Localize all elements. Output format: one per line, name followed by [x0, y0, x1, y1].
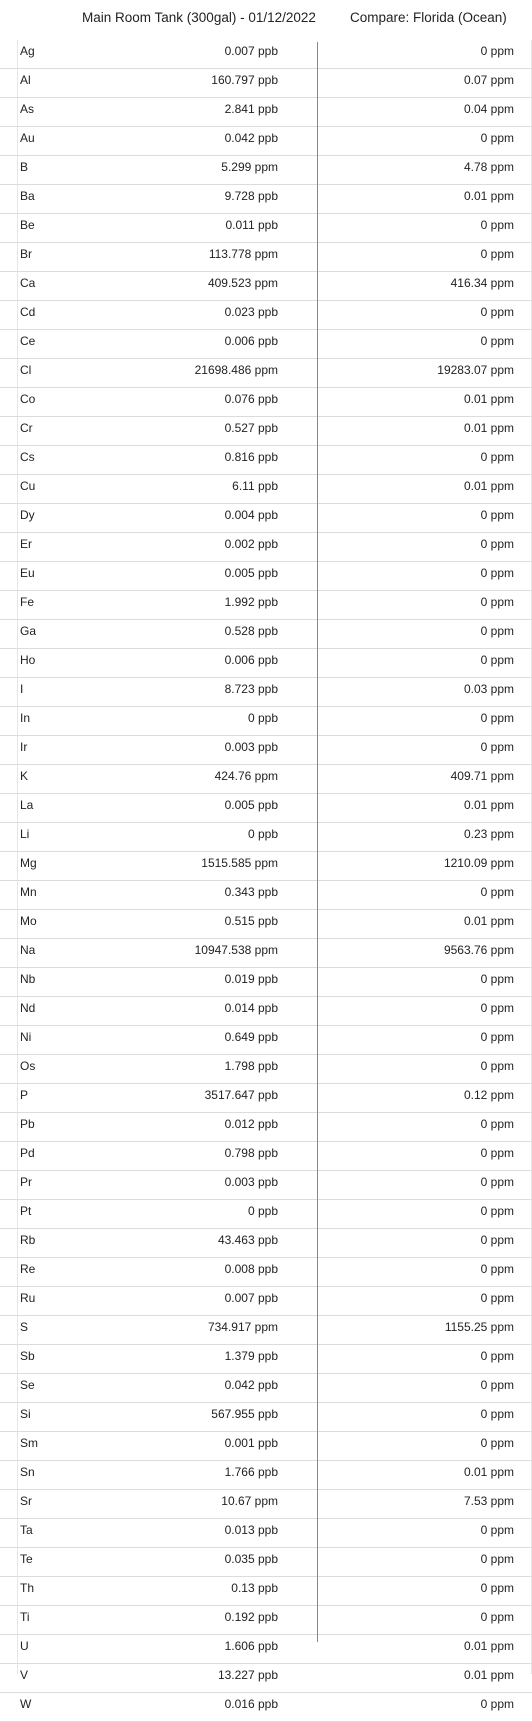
element-symbol: Th — [20, 1581, 35, 1595]
compare-value: 0 ppm — [480, 537, 514, 551]
tank-value: 43.463 ppb — [217, 1233, 278, 1247]
tank-value: 0.002 ppb — [224, 537, 278, 551]
table-row — [0, 649, 532, 678]
element-symbol: K — [20, 769, 29, 783]
table-row — [0, 1374, 532, 1403]
compare-value: 19283.07 ppm — [437, 363, 514, 377]
compare-value: 0.12 ppm — [463, 1088, 514, 1102]
table-row — [0, 852, 532, 881]
element-symbol: W — [20, 1697, 32, 1711]
tank-value: 113.778 ppm — [208, 247, 278, 261]
compare-value: 0 ppm — [480, 1030, 514, 1044]
element-symbol: Co — [20, 392, 36, 406]
table-row — [0, 301, 532, 330]
table-row — [0, 69, 532, 98]
tank-value: 10.67 ppm — [221, 1494, 278, 1508]
tank-value: 0 ppb — [247, 827, 278, 841]
tank-value: 0.011 ppb — [225, 218, 278, 232]
element-symbol: Ga — [20, 624, 37, 638]
compare-value: 0 ppm — [480, 508, 514, 522]
element-symbol: Se — [20, 1378, 35, 1392]
table-row — [0, 1171, 532, 1200]
element-symbol: Cr — [20, 421, 33, 435]
tank-value: 1.606 ppb — [224, 1639, 278, 1653]
compare-value: 4.78 ppm — [463, 160, 514, 174]
compare-value: 0 ppm — [480, 1581, 514, 1595]
compare-value: 0.01 ppm — [463, 1668, 514, 1682]
table-row — [0, 1287, 532, 1316]
compare-value: 0 ppm — [480, 1146, 514, 1160]
compare-value: 0 ppm — [480, 1291, 514, 1305]
table-row — [0, 1345, 532, 1374]
table-row — [0, 330, 532, 359]
tank-value: 0.649 ppb — [224, 1030, 278, 1044]
tank-value: 0.035 ppb — [224, 1552, 278, 1566]
element-symbol: Mg — [20, 856, 37, 870]
element-symbol: Pt — [20, 1204, 32, 1218]
table-row — [0, 1084, 532, 1113]
compare-value: 0 ppm — [480, 972, 514, 986]
table-row — [0, 591, 532, 620]
tank-value: 0.008 ppb — [224, 1262, 278, 1276]
element-symbol: Mn — [20, 885, 37, 899]
table-row — [0, 1258, 532, 1287]
element-symbol: Os — [20, 1059, 36, 1073]
compare-value: 0 ppm — [480, 450, 514, 464]
tank-value: 3517.647 ppb — [204, 1088, 278, 1102]
element-symbol: P — [20, 1088, 29, 1102]
compare-value: 0 ppm — [480, 1436, 514, 1450]
table-row — [0, 156, 532, 185]
tank-value: 10947.538 ppm — [194, 943, 278, 957]
table-row — [0, 562, 532, 591]
element-symbol: Te — [20, 1552, 33, 1566]
compare-value: 0 ppm — [480, 1059, 514, 1073]
tank-value: 0.042 ppb — [224, 1378, 278, 1392]
table-row — [0, 1026, 532, 1055]
tank-value: 1.992 ppb — [224, 595, 278, 609]
tank-value: 0.005 ppb — [224, 566, 278, 580]
table-row — [0, 1316, 532, 1345]
tank-value: 8.723 ppb — [224, 682, 278, 696]
compare-value: 0 ppm — [480, 566, 514, 580]
compare-value: 0.04 ppm — [463, 102, 514, 116]
table-row — [0, 620, 532, 649]
table-row — [0, 1142, 532, 1171]
tank-value: 0.798 ppb — [224, 1146, 278, 1160]
element-symbol: Sn — [20, 1465, 35, 1479]
table-row — [0, 1577, 532, 1606]
compare-value: 416.34 ppm — [450, 276, 514, 290]
table-row — [0, 910, 532, 939]
table-row — [0, 214, 532, 243]
table-row — [0, 1113, 532, 1142]
element-symbol: Ce — [20, 334, 36, 348]
element-symbol: Cu — [20, 479, 36, 493]
tank-value: 1.379 ppb — [224, 1349, 278, 1363]
tank-value: 13.227 ppb — [217, 1668, 278, 1682]
element-symbol: As — [20, 102, 35, 116]
compare-value: 0 ppm — [480, 595, 514, 609]
table-row — [0, 40, 532, 69]
compare-value: 409.71 ppm — [450, 769, 514, 783]
element-symbol: S — [20, 1320, 29, 1334]
element-symbol: I — [20, 682, 24, 696]
element-symbol: Al — [20, 73, 31, 87]
element-symbol: Nd — [20, 1001, 36, 1015]
table-row — [0, 1635, 532, 1664]
compare-value: 0.01 ppm — [463, 479, 514, 493]
element-table — [0, 40, 532, 1722]
tank-value: 0.007 ppb — [224, 44, 278, 58]
tank-value: 0.013 ppb — [224, 1523, 278, 1537]
table-row — [0, 794, 532, 823]
table-row — [0, 1055, 532, 1084]
element-symbol: Ru — [20, 1291, 36, 1305]
element-symbol: Nb — [20, 972, 36, 986]
tank-value: 0.343 ppb — [224, 885, 278, 899]
element-symbol: U — [20, 1639, 29, 1653]
tank-value: 0.527 ppb — [224, 421, 278, 435]
table-row — [0, 359, 532, 388]
compare-value: 0 ppm — [480, 1697, 514, 1711]
compare-value: 0 ppm — [480, 218, 514, 232]
table-row — [0, 98, 532, 127]
table-row — [0, 1403, 532, 1432]
column-divider — [317, 42, 318, 1642]
compare-value: 0 ppm — [480, 44, 514, 58]
compare-value: 0 ppm — [480, 1407, 514, 1421]
compare-value: 0.01 ppm — [463, 914, 514, 928]
table-row — [0, 1229, 532, 1258]
compare-value: 0 ppm — [480, 131, 514, 145]
tank-value: 0.816 ppb — [224, 450, 278, 464]
compare-value: 0 ppm — [480, 1552, 514, 1566]
element-symbol: Ho — [20, 653, 36, 667]
tank-title: Main Room Tank (300gal) - 01/12/2022 — [82, 10, 316, 25]
element-symbol: Sr — [20, 1494, 32, 1508]
table-row — [0, 1200, 532, 1229]
table-row — [0, 185, 532, 214]
table-row — [0, 765, 532, 794]
table-row — [0, 997, 532, 1026]
compare-value: 0 ppm — [480, 1117, 514, 1131]
table-row — [0, 736, 532, 765]
element-symbol: Si — [20, 1407, 31, 1421]
element-symbol: Li — [20, 827, 30, 841]
tank-value: 0.004 ppb — [224, 508, 278, 522]
tank-value: 0.515 ppb — [224, 914, 278, 928]
compare-value: 0 ppm — [480, 1175, 514, 1189]
compare-value: 0 ppm — [480, 1349, 514, 1363]
compare-value: 9563.76 ppm — [443, 943, 514, 957]
tank-value: 0.003 ppb — [224, 740, 278, 754]
table-row — [0, 1432, 532, 1461]
tank-value: 0.016 ppb — [224, 1697, 278, 1711]
table-row — [0, 968, 532, 997]
tank-value: 0.006 ppb — [224, 653, 278, 667]
element-symbol: In — [20, 711, 31, 725]
tank-value: 9.728 ppb — [224, 189, 278, 203]
table-row — [0, 243, 532, 272]
element-symbol: Pd — [20, 1146, 35, 1160]
element-symbol: Ca — [20, 276, 36, 290]
element-symbol: Ti — [20, 1610, 30, 1624]
element-symbol: Ag — [20, 44, 35, 58]
table-row — [0, 939, 532, 968]
element-symbol: Pb — [20, 1117, 35, 1131]
tank-value: 5.299 ppm — [221, 160, 278, 174]
element-symbol: Rb — [20, 1233, 36, 1247]
element-symbol: Mo — [20, 914, 37, 928]
tank-value: 0.012 ppb — [224, 1117, 278, 1131]
element-symbol: Cs — [20, 450, 35, 464]
compare-value: 0 ppm — [480, 653, 514, 667]
tank-value: 0.014 ppb — [224, 1001, 278, 1015]
tank-value: 0.005 ppb — [224, 798, 278, 812]
table-row — [0, 1490, 532, 1519]
table-row — [0, 533, 532, 562]
tank-value: 1515.585 ppm — [201, 856, 278, 870]
compare-value: 0.23 ppm — [463, 827, 514, 841]
table-row — [0, 388, 532, 417]
element-symbol: Pr — [20, 1175, 32, 1189]
element-symbol: Er — [20, 537, 32, 551]
compare-value: 0 ppm — [480, 1001, 514, 1015]
element-symbol: Ni — [20, 1030, 32, 1044]
table-row — [0, 475, 532, 504]
element-symbol: Eu — [20, 566, 35, 580]
element-symbol: B — [20, 160, 29, 174]
compare-value: 0.01 ppm — [463, 1639, 514, 1653]
compare-value: 0 ppm — [480, 1262, 514, 1276]
element-symbol: Sb — [20, 1349, 35, 1363]
compare-value: 0 ppm — [480, 711, 514, 725]
table-row — [0, 1606, 532, 1635]
tank-value: 0.076 ppb — [224, 392, 278, 406]
tank-value: 21698.486 ppm — [194, 363, 278, 377]
tank-value: 0 ppb — [247, 1204, 278, 1218]
table-row — [0, 446, 532, 475]
element-symbol: Ir — [20, 740, 28, 754]
element-symbol: Cd — [20, 305, 36, 319]
tank-value: 1.766 ppb — [224, 1465, 278, 1479]
tank-value: 0.007 ppb — [224, 1291, 278, 1305]
element-symbol: Be — [20, 218, 35, 232]
element-symbol: Ba — [20, 189, 35, 203]
compare-value: 0 ppm — [480, 740, 514, 754]
tank-value: 0.042 ppb — [224, 131, 278, 145]
element-symbol: La — [20, 798, 34, 812]
compare-value: 0.01 ppm — [463, 421, 514, 435]
tank-value: 0.001 ppb — [224, 1436, 278, 1450]
tank-value: 1.798 ppb — [224, 1059, 278, 1073]
compare-value: 0 ppm — [480, 1610, 514, 1624]
element-symbol: Ta — [20, 1523, 33, 1537]
table-row — [0, 1461, 532, 1490]
compare-value: 0.03 ppm — [463, 682, 514, 696]
table-header — [0, 0, 532, 40]
compare-value: 1155.25 ppm — [444, 1320, 514, 1334]
compare-value: 0.01 ppm — [463, 392, 514, 406]
tank-value: 734.917 ppm — [207, 1320, 278, 1334]
element-symbol: Au — [20, 131, 35, 145]
compare-value: 0 ppm — [480, 247, 514, 261]
compare-value: 0 ppm — [480, 305, 514, 319]
table-row — [0, 127, 532, 156]
table-row — [0, 504, 532, 533]
compare-value: 1210.09 ppm — [443, 856, 514, 870]
table-row — [0, 707, 532, 736]
table-row — [0, 1519, 532, 1548]
tank-value: 0.192 ppb — [224, 1610, 278, 1624]
compare-value: 0 ppm — [480, 1378, 514, 1392]
tank-value: 0.13 ppb — [231, 1581, 278, 1595]
tank-value: 0.023 ppb — [224, 305, 278, 319]
compare-title: Compare: Florida (Ocean) — [350, 10, 507, 25]
element-symbol: Fe — [20, 595, 35, 609]
tank-value: 424.76 ppm — [214, 769, 278, 783]
tank-value: 0.003 ppb — [224, 1175, 278, 1189]
compare-value: 0 ppm — [480, 1204, 514, 1218]
tank-value: 0.019 ppb — [224, 972, 278, 986]
table-row — [0, 823, 532, 852]
compare-value: 0.01 ppm — [463, 1465, 514, 1479]
tank-value: 0.528 ppb — [224, 624, 278, 638]
compare-value: 0 ppm — [480, 624, 514, 638]
tank-value: 567.955 ppb — [211, 1407, 278, 1421]
table-row — [0, 881, 532, 910]
tank-value: 2.841 ppb — [224, 102, 278, 116]
element-symbol: Sm — [20, 1436, 38, 1450]
table-row — [0, 678, 532, 707]
table-row — [0, 1693, 532, 1722]
element-symbol: Cl — [20, 363, 32, 377]
tank-value: 0.006 ppb — [224, 334, 278, 348]
table-row — [0, 417, 532, 446]
tank-value: 160.797 ppb — [211, 73, 278, 87]
compare-value: 0 ppm — [480, 885, 514, 899]
tank-value: 409.523 ppm — [207, 276, 278, 290]
element-symbol: Br — [20, 247, 32, 261]
table-row — [0, 1664, 532, 1693]
tank-value: 0 ppb — [247, 711, 278, 725]
element-symbol: Dy — [20, 508, 35, 522]
compare-value: 0 ppm — [480, 334, 514, 348]
compare-value: 7.53 ppm — [463, 1494, 514, 1508]
element-symbol: V — [20, 1668, 29, 1682]
compare-value: 0 ppm — [480, 1523, 514, 1537]
element-symbol: Na — [20, 943, 36, 957]
element-symbol: Re — [20, 1262, 36, 1276]
tank-value: 6.11 ppb — [232, 479, 278, 493]
compare-value: 0 ppm — [480, 1233, 514, 1247]
compare-value: 0.01 ppm — [463, 189, 514, 203]
table-row — [0, 272, 532, 301]
compare-value: 0.07 ppm — [463, 73, 514, 87]
table-row — [0, 1548, 532, 1577]
compare-value: 0.01 ppm — [463, 798, 514, 812]
